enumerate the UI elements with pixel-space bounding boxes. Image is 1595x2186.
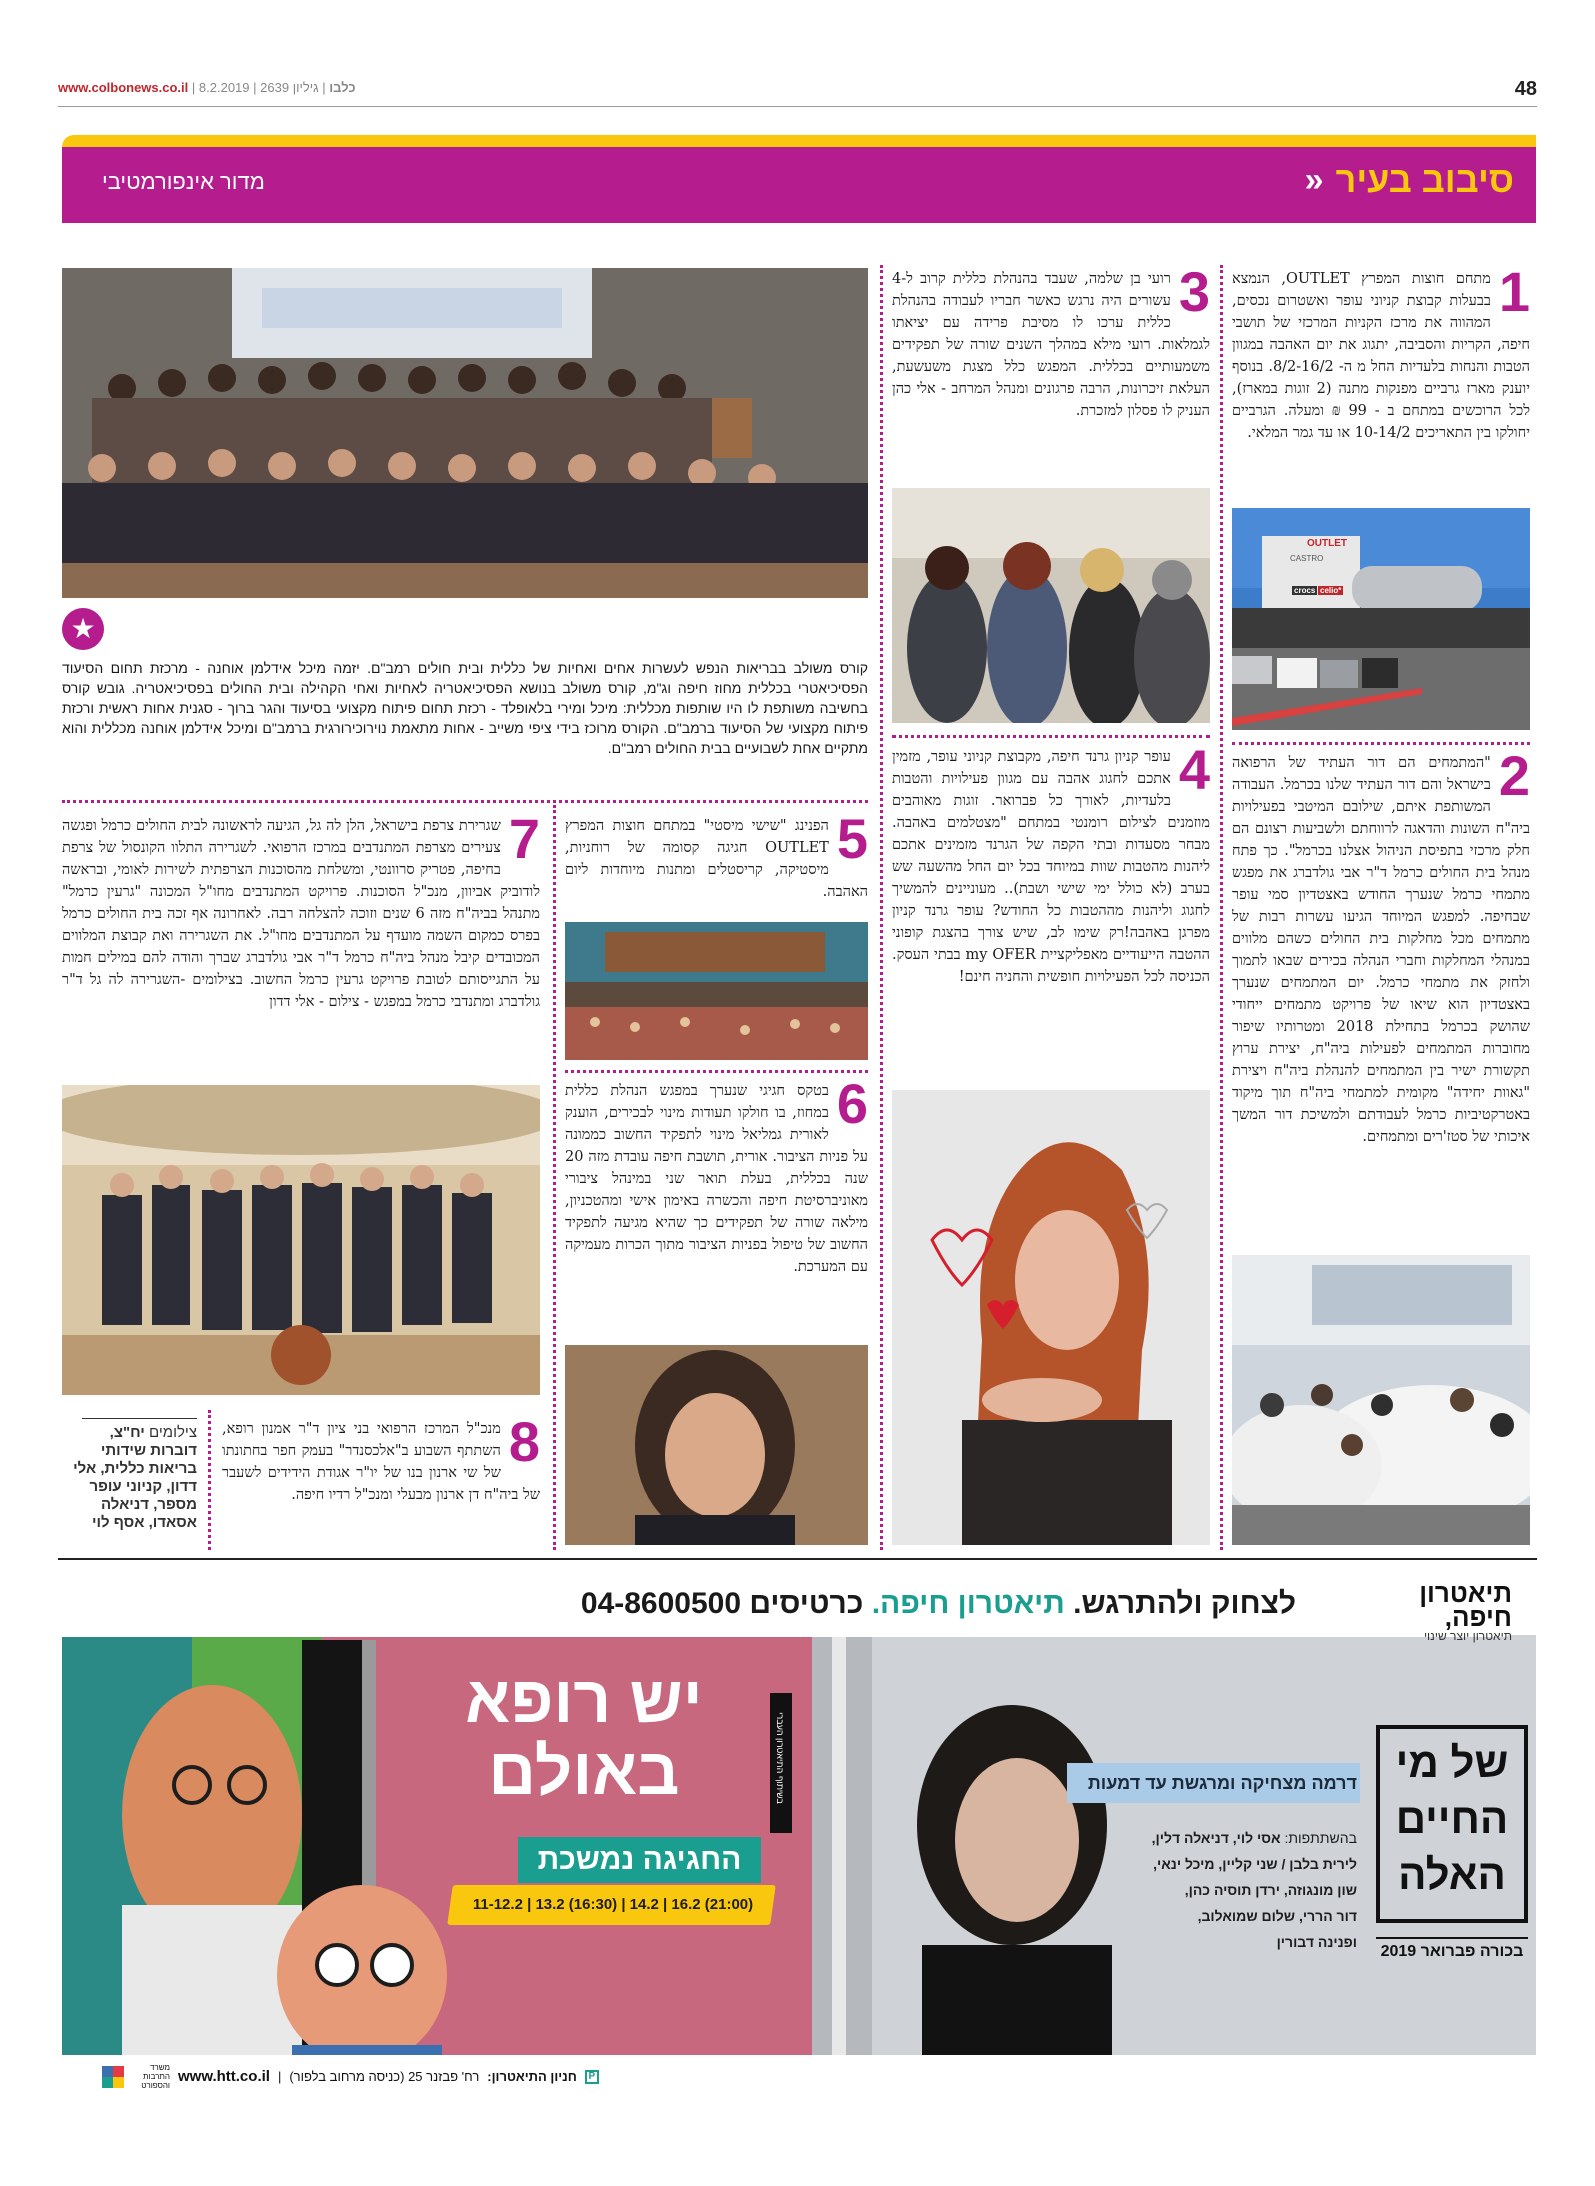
- credits-label: צילומים: [149, 1424, 197, 1441]
- cast-line: אסי לוי, דניאלה דלין,: [1151, 1830, 1281, 1846]
- logo-tagline: תיאטרון יוצר שינוי: [1423, 1629, 1512, 1643]
- article-number: 8: [508, 1410, 540, 1473]
- cast-line: שון מונגוזה, ירדן תוסיה כהן,: [1184, 1882, 1357, 1898]
- article-1: [1232, 260, 1531, 444]
- premiere-rule: [1376, 1937, 1528, 1939]
- article-number: 3: [1178, 260, 1210, 323]
- article-number: 5: [836, 807, 868, 870]
- article-text: בטקס חגיגי שנערך במפגש הנהלת כללית במחוז, בו חולקו תעודות מינוי לבכירים, הוענק לאורית גמליאל מינוי לתפקיד החשוב כממונה על פניות הציבור. אורית, תושבת חיפה עובדת מזה 20 שנה בכללית, בעלת תואר שני במינהל ציבורי מאוניברסיטת חיפה והכשרה באימון אישי ומהטכניון, מילאה שורה של תפקידים כך שהיא מגיעה לתפקיד החשוב של טיפול בפניות הציבור מתוך הכרות מעמיקה עם המערכת.: [565, 1083, 868, 1275]
- article-number: 2: [1498, 744, 1530, 807]
- theatre-logo: [1419, 1578, 1512, 1643]
- column-divider: [880, 265, 883, 1550]
- ad-headline: [581, 1587, 1296, 1621]
- article-text: הפנינג "שישי מיסטי" במתחם חוצות המפרץ OUTLET חגיגה קסומה של רוחניות, מיסטיקה, קריסטלים ומתנות מיוחדות ליום האהבה.: [565, 818, 868, 900]
- credits-text: יח"צ, דוברות שידותי בריאות כללית, אלי דדון, קניוני עופר מספר, דניאלה אסאדו, אסף לוי: [73, 1424, 197, 1531]
- article-2: [1232, 744, 1531, 1148]
- article-5: [565, 807, 868, 903]
- banner-accent-stripe: [62, 135, 1536, 147]
- article-text: "המתמחים הם דור העתיד של הרפואה בישראל והם דור העתיד שלנו בכרמל. העבודה המשותפת איתם, שילובם המיטבי בפעילויות ביה"ח השונות והדאגה לרווחתם ולשביעות רצונם הם חלק מרכזי בתפיסת הניהול אצלנו בכרמל". כך פתח מנהל בית החולים כרמל ד"ר אבי גולדברג את מפגש מתמחי כרמל שנערך החודש באצטדיון סמי עופר שבחיפה. למפגש המיוחד הגיעו עשרות רבות של מתמחים מכל מחלקות בית החולים כשהם מלווים במנהלי המחלקות וחברי הנהלה בכירים שבאו לתמוך ולחזק את מתמחי כרמל. יום המתמחים שנערך באצטדיון הוא שיאו של פרויקט מתמחים ייחודי שהושק בכרמל בתחילת 2018 ומטרותיו שיפור מחוברות המתמחים לפעילות ביה"ח, יצירת ערוץ תקשורת ישיר בין המתמחים להנהלת ביה"ח ויצירת "גאוות יחידה" מקומית למתמחי ביה"ח תוך מיקוד באטרקטיביות כרמל לעבודתם ולמשיכת דור המשך איכותי של סטז'רים ומתמחים.: [1232, 755, 1531, 1145]
- article-text: עופר קניון גרנד חיפה, מקבוצת קניוני עופר, מזמין אתכם לחגוג אהבה עם מגוון פעילויות והטבות בלעדיות, לאורך כל פברואר. זוגות מאוהבים מוזמנים לצילום רומנטי במתחם "מצטלמים באהבה. מבחר מסעדות ובתי הקפה של הגרנד מזמינים אתכם ליהנות מהטבות שוות במיוחד בכל יום החל מהשעה שש בערב (לא כולל ימי שישי ושבת).. מעוניינים להמשיך לחגוג וליהנות מההטבות כל החודש? עופר גרנד קניון מפרגן באהבה!רק שימו לב, שיש צורך בהצגת קופוני ההטבה הייעודיים מאפליקציית my OFER בבתי העסק. הכניסה לכל הפעילויות חופשית והחניה חינם!: [892, 749, 1210, 985]
- section-subtitle: מדור אינפורמטיבי: [102, 169, 265, 194]
- page-number: 48: [1514, 78, 1537, 100]
- haifa-theatre-ad: [62, 1575, 1536, 2095]
- castro-sign: CASTRO: [1290, 554, 1324, 563]
- credits-rule: [82, 1418, 197, 1419]
- retirement-party-photo: [892, 488, 1210, 723]
- show-title-frame: [1376, 1725, 1528, 1923]
- section-banner: [62, 147, 1536, 223]
- parking-address: רח' פבזנר 25 (כניסה מרחוב בלפור): [289, 2069, 480, 2084]
- dotted-divider: [565, 1070, 868, 1073]
- show-title-line: של מי: [1395, 1739, 1509, 1786]
- mystic-fair-photo: [565, 922, 868, 1060]
- cast-line: ופנינה דבורין: [1276, 1934, 1357, 1950]
- show-title-line: יש רופא: [465, 1662, 703, 1736]
- paper-name: כלבו: [329, 80, 356, 95]
- dotted-divider: [62, 800, 868, 803]
- nursing-course-group-photo: [62, 268, 868, 598]
- section-title: [1305, 159, 1514, 201]
- article-text: מתחם חוצות המפרץ OUTLET, הנמצא בבעלות קבוצת קניוני עופר ואשטרום נכסים, המהווה את מרכז הקניות המרכזי של תושבי חיפה, הקריות והסביבה, יתגוג את יום האהבה במגוון הטבות והנחות בלעדיות החל מ ה- 8/2-16/2. בנוסף יוענק מארז גרביים מפנקות מתנה (2 זוגות במארז), לכל הרוכשים במתחם ב - 99 ₪ ומעלה. הגרביים יחולקו בין התאריכים 10-14/2 או עד גמר המלאי.: [1232, 271, 1531, 441]
- ad-left-illustration: [62, 1575, 822, 2095]
- article-text: מנכ"ל המרכז הרפואי בני ציון ד"ר אמנון רופא, השתתף השבוע ב"אלכסנדר" בעמק חפר בחתונתו של שי ארנון בנו של יו"ר אגודת הידידים לשעבר של ביה"ח דן ארנון מבעלי ומנכ"ל רדיו חיפה.: [222, 1421, 540, 1503]
- article-7: [62, 807, 541, 1013]
- interns-event-photo: [1232, 1255, 1530, 1545]
- show-title-line: באולם: [488, 1734, 680, 1808]
- issue-date: 8.2.2019: [198, 80, 250, 95]
- cast-list: [1067, 1825, 1357, 1955]
- show-dates: 11-12.2 | 13.2 (16:30) | 14.2 | 16.2 (21:00): [472, 1896, 754, 1913]
- ministry-name: משרד התרבות והספורט: [141, 2063, 170, 2090]
- header-divider: [58, 106, 1537, 107]
- parking-label: חניון התיאטרון:: [487, 2069, 577, 2084]
- orit-gamliel-photo: [565, 1345, 868, 1545]
- parking-icon: P: [585, 2070, 599, 2084]
- show-tagline: דרמה מצחיקה ומרגשת עד דמעות: [1087, 1773, 1357, 1793]
- show-title-line: האלה: [1398, 1851, 1506, 1898]
- article-6: [565, 1072, 868, 1278]
- show-title-line: החיים: [1395, 1795, 1509, 1842]
- outlet-mall-photo: [1232, 508, 1530, 730]
- course-caption: קורס משולב בבריאות הנפש לעשרות אחים ואחיות של כללית ובית חולים רמב"ם. יזמה מיכל אידלמן אוחנה - מרכזת תחום הסיעוד הפסיכיאטרי בכללית מחוז חיפה וג"מ, קורס משולב בנושא הפסיכיאטריה לאחיות ואחי הקהילה ובית החולים בפסיכיאטריה. גובש קורס בחשיבה משותפת לו היו שותפות מכללית: מיכל ומירי בלאופלד - רכזת תחום פיתוח מקצועי בסיעוד והגר ברוך - סגנית אחות ראשית ורכזת פיתוח מקצועי של הסיעוד ברמב"ם. הקורס מרוכז בידי ציפי משייב - אחות מתאמת נוירוכירורגית ברמב"ם ומיכל אידלמן אוחנה מכללית והוא מתקיים אחת לשבועיים בבית החולים רמב"ם.: [62, 660, 868, 756]
- cast-line: דור הררי, שלום שמואלוב,: [1197, 1908, 1357, 1924]
- headline-theatre: תיאטרון חיפה.: [871, 1587, 1065, 1620]
- article-3: [892, 260, 1210, 422]
- column-divider: [553, 805, 556, 1550]
- separator: |: [277, 2069, 282, 2084]
- section-title-text: סיבוב בעיר: [1335, 159, 1514, 200]
- article-text: שגרירת צרפת בישראל, הלן לה גל, הגיעה לראשונה לבית החולים כרמל ופגשה צעירים מצרפת המתנדבים במרכז הרפואי. לשגרירה התלוו הקונסול של צרפת בחיפה, פטריק סרוונטי, ומשלחת מהסוכנות הצרפתית לשירות לאומי, ובראשה לודוביק אביוון, מנכ"ל הסוכנות. פרויקט המתנדבים מחו"ל המכונה "גרעין כרמל" מתנהל בביה"ח מזה 6 שנים וזוכה להצלחה רבה. לאחרונה אף זכה בית החולים כרמל בפרס כמקום השמה מועדף על המתנדבים מחו"ל. את השגרירה ואת קבוצת המלווים המכובדים קיבל מנהל ביה"ח כרמל ד"ר אבי גולדברג שברך והודה להם במילים חמות על התגייסותם לטובת פרויקט גרעין כרמל החשוב. בצילומים -השגרירה לה גל ד"ר גולדברג ומתנדבי כרמל במפגש - צילום - אלי דדון: [62, 818, 541, 1010]
- outlet-sign: OUTLET: [1307, 538, 1347, 549]
- celebration-badge: החגיגה נמשכת: [518, 1837, 761, 1883]
- cast-label: בהשתתפות:: [1284, 1830, 1357, 1846]
- article-8: [222, 1410, 540, 1506]
- theatre-website[interactable]: www.htt.co.il: [178, 2068, 270, 2085]
- valentines-model-photo: [892, 1090, 1210, 1545]
- show-title-doctor: [454, 1663, 714, 1807]
- double-chevron-icon: «: [1304, 160, 1324, 199]
- partner-label-box: [770, 1693, 792, 1833]
- crocs-sign: crocs: [1294, 586, 1316, 595]
- page-header-meta: [58, 80, 356, 95]
- cast-line: לירית בלבן / שני קליין, מיכל ינאי,: [1153, 1856, 1357, 1872]
- ad-divider: [58, 1558, 1537, 1560]
- premiere-date: בכורה פברואר 2019: [1380, 1943, 1524, 1960]
- dotted-divider: [1232, 742, 1530, 745]
- article-number: 1: [1498, 260, 1530, 323]
- column-divider: [1220, 265, 1223, 1550]
- article-4: [892, 738, 1210, 988]
- article-number: 4: [1178, 738, 1210, 801]
- headline-laugh: לצחוק ולהתרגש.: [1073, 1587, 1296, 1620]
- french-ambassador-photo: [62, 1085, 540, 1395]
- article-text: רועי בן שלמה, שעבד בהנהלת כללית קרוב ל-4 עשורים היה נרגש כאשר חבריו לעבודה בהנהלת כללית ערכו לו מסיבת פרידה עם יציאתו לגמלאות. רועי מילא במהלך השנים שורה של תפקידים משמעותיים בכללית. המפגש כלל מצגת משעשעת, העלאת זיכרונות, הרבה פרגונים ומנהל המרחב - אלי כהן העניק לו פסלון למזכרת.: [892, 271, 1210, 419]
- logo-line: תיאטרון: [1419, 1578, 1512, 1608]
- headline-tickets: כרטיסים: [749, 1587, 864, 1620]
- partner-label: בשיתוף התיאטרון העברי: [775, 1712, 785, 1804]
- separator: |: [322, 80, 326, 95]
- article-number: 7: [508, 807, 540, 870]
- ad-footer-info: [102, 2063, 599, 2090]
- dotted-divider: [892, 735, 1210, 738]
- separator: |: [191, 80, 196, 95]
- photo-credits: [62, 1424, 197, 1532]
- celio-sign: celio*: [1320, 586, 1342, 595]
- site-url[interactable]: www.colbonews.co.il: [58, 80, 189, 95]
- column-divider: [208, 1410, 211, 1550]
- ticket-phone[interactable]: 04-8600500: [580, 1587, 742, 1620]
- article-number: 6: [836, 1072, 868, 1135]
- ministry-logo-icon: [102, 2066, 124, 2088]
- separator: |: [253, 80, 257, 95]
- star-icon: ★: [62, 608, 104, 650]
- logo-line: חיפה,: [1444, 1602, 1512, 1632]
- issue-number: גיליון 2639: [260, 80, 319, 95]
